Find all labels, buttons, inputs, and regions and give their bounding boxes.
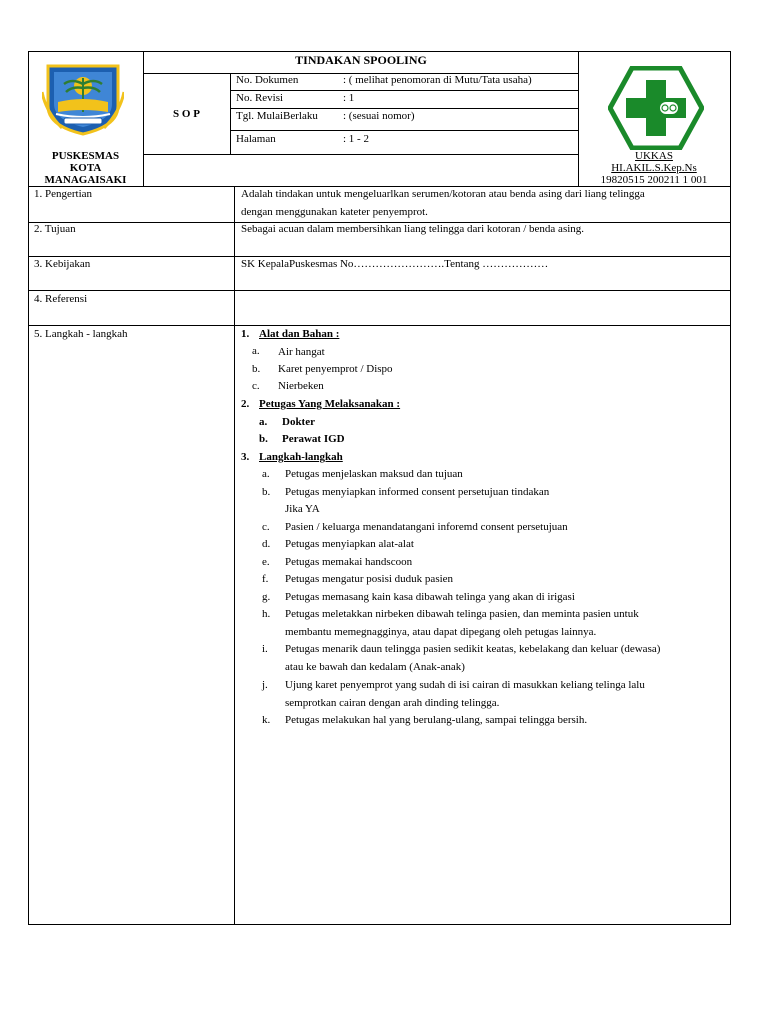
field-label-no-dokumen: No. Dokumen bbox=[236, 74, 299, 86]
step-3-marker: h. bbox=[262, 608, 271, 620]
sop-label: S O P bbox=[173, 108, 200, 120]
field-label-halaman: Halaman bbox=[236, 133, 276, 145]
label-tujuan: 2. Tujuan bbox=[34, 223, 76, 235]
step-3-item-continuation: atau ke bawah dan kedalam (Anak-anak) bbox=[285, 661, 465, 673]
step-3-marker: f. bbox=[262, 573, 269, 585]
org-name-line3: MANAGAISAKI bbox=[44, 174, 127, 186]
tujuan-text: Sebagai acuan dalam membersihkan liang telingga dari kotoran / benda asing. bbox=[241, 223, 585, 235]
field-value-no-revisi: : 1 bbox=[343, 92, 355, 104]
step-3-item-continuation: membantu memegnagginya, atau dapat dipegang oleh petugas lainnya. bbox=[285, 626, 597, 638]
step-1-marker-c: c. bbox=[252, 380, 260, 392]
step-1-item-c: Nierbeken bbox=[278, 380, 324, 392]
step-3-item: Petugas meletakkan nirbeken dibawah telinga pasien, dan meminta pasien untuk bbox=[285, 608, 639, 620]
signer-nip: 19820515 200211 1 001 bbox=[600, 174, 708, 186]
field-value-halaman: : 1 - 2 bbox=[343, 133, 369, 145]
label-kebijakan: 3. Kebijakan bbox=[34, 258, 91, 270]
step-1-number: 1. bbox=[241, 328, 250, 340]
step-3-item: Petugas mengatur posisi duduk pasien bbox=[285, 573, 454, 585]
step-1-item-b: Karet penyemprot / Dispo bbox=[278, 363, 393, 375]
step-3-marker: b. bbox=[262, 486, 271, 498]
step-3-number: 3. bbox=[241, 451, 250, 463]
step-3-marker: d. bbox=[262, 538, 271, 550]
field-label-no-revisi: No. Revisi bbox=[236, 92, 284, 104]
field-value-tgl-mulai: : (sesuai nomor) bbox=[343, 110, 415, 122]
label-langkah: 5. Langkah - langkah bbox=[34, 328, 128, 340]
step-2-marker-a: a. bbox=[259, 416, 268, 428]
step-1-title: Alat dan Bahan : bbox=[259, 328, 340, 340]
step-3-item: Petugas menarik daun telingga pasien sedikit keatas, kebelakang dan keluar (dewasa) bbox=[285, 643, 661, 655]
label-pengertian: 1. Pengertian bbox=[34, 188, 93, 200]
step-3-marker: k. bbox=[262, 714, 271, 726]
step-2-item-a: Dokter bbox=[282, 416, 315, 428]
step-3-item: Petugas menyiapkan informed consent persetujuan tindakan bbox=[285, 486, 550, 498]
org-name-line1: PUSKESMAS bbox=[51, 150, 120, 162]
step-3-item: Ujung karet penyemprot yang sudah di isi cairan di masukkan keliang telinga lalu bbox=[285, 679, 645, 691]
step-2-title: Petugas Yang Melaksanakan : bbox=[259, 398, 401, 410]
step-3-item: Petugas menjelaskan maksud dan tujuan bbox=[285, 468, 463, 480]
step-2-item-b: Perawat IGD bbox=[282, 433, 345, 445]
step-3-item: Petugas melakukan hal yang berulang-ulang, sampai telingga bersih. bbox=[285, 714, 588, 726]
step-3-item: Petugas memakai handscoon bbox=[285, 556, 413, 568]
step-1-marker-b: b. bbox=[252, 363, 261, 375]
puskesmas-cross-logo bbox=[608, 66, 704, 150]
step-1-item-a: Air hangat bbox=[278, 346, 325, 358]
step-3-item: Petugas memasang kain kasa dibawah telinga yang akan di irigasi bbox=[285, 591, 575, 603]
step-3-marker: i. bbox=[262, 643, 268, 655]
step-3-marker: c. bbox=[262, 521, 270, 533]
step-2-number: 2. bbox=[241, 398, 250, 410]
signer-title: HI.AKIL.S.Kep.Ns bbox=[611, 162, 697, 174]
field-value-no-dokumen: : ( melihat penomoran di Mutu/Tata usaha) bbox=[343, 74, 532, 86]
step-3-marker: g. bbox=[262, 591, 271, 603]
pengertian-text-line2: dengan menggunakan kateter penyemprot. bbox=[241, 206, 428, 218]
document-title: TINDAKAN SPOOLING bbox=[295, 53, 427, 67]
step-3-marker: a. bbox=[262, 468, 270, 480]
step-3-item-continuation: Jika YA bbox=[285, 503, 320, 515]
step-3-title: Langkah-langkah bbox=[259, 451, 343, 463]
pengertian-text-line1: Adalah tindakan untuk mengeluarlkan serumen/kotoran atau benda asing dari liang telingga bbox=[241, 188, 645, 200]
kebijakan-text: SK KepalaPuskesmas No…………………….Tentang ……………… bbox=[241, 258, 549, 270]
step-2-marker-b: b. bbox=[259, 433, 268, 445]
regional-emblem-logo bbox=[42, 62, 124, 136]
field-label-tgl-mulai: Tgl. MulaiBerlaku bbox=[236, 110, 318, 122]
step-3-item: Petugas menyiapkan alat-alat bbox=[285, 538, 414, 550]
label-referensi: 4. Referensi bbox=[34, 293, 88, 305]
step-3-item-continuation: semprotkan cairan dengan arah dinding telingga. bbox=[285, 697, 500, 709]
org-name-line2: KOTA bbox=[69, 162, 102, 174]
step-3-item: Pasien / keluarga menandatangani inforemd consent persetujuan bbox=[285, 521, 568, 533]
step-3-marker: e. bbox=[262, 556, 270, 568]
step-1-marker-a: a. bbox=[252, 345, 260, 357]
signer-name: UKKAS bbox=[635, 150, 673, 162]
step-3-marker: j. bbox=[262, 679, 268, 691]
